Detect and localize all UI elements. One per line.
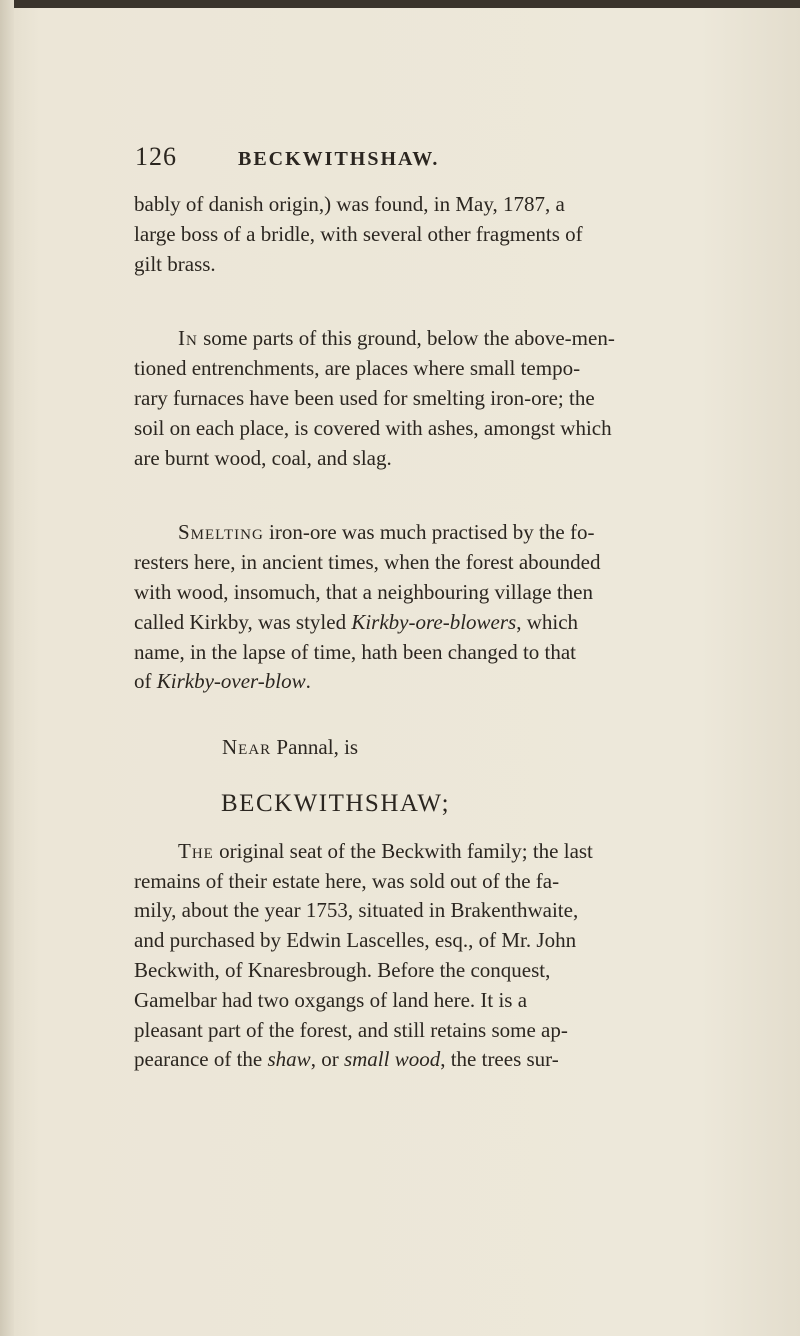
paragraph-1: bably of danish origin,) was found, in May, 1787, a large boss of a bridle, with several other fragments of gilt brass. (134, 192, 583, 276)
italic-term: small wood (343, 1047, 441, 1072)
section-heading: BECKWITHSHAW; (221, 789, 451, 817)
italic-term: shaw (267, 1047, 311, 1072)
italic-term: Kirkby-over-blow (156, 669, 306, 694)
paragraph-5: The original seat of the Beckwith family; the last remains of their estate here, was sold out of the fa- mily, about the year 1753, situated in Brakenthwaite, and purchased by Edwin Lascelles, esq., of Mr. John Beckwith, of Knaresbrough. Before the conquest, Gamelbar had two oxgangs of land here. It is a pleasant part of the forest, and still retains some ap- pearance of the shaw, or small wood, the trees sur- (134, 838, 593, 1072)
paragraph-2: In some parts of this ground, below the above-men- tioned entrenchments, are places where small tempo- rary furnaces have been used for smelting iron-ore; the soil on each place, is covered with ashes, amongst which are burnt wood, coal, and slag. (134, 326, 615, 470)
paragraph-lead: In (178, 326, 198, 351)
paragraph-lead: Near (222, 735, 272, 760)
body-text (134, 190, 714, 1075)
heading-spacer (134, 819, 714, 837)
running-title: BECKWITHSHAW. (238, 148, 440, 170)
page-gutter (0, 0, 14, 1336)
page-number: 126 (135, 142, 177, 171)
italic-term: Kirkby-ore-blowers (351, 609, 517, 634)
page-top-edge (0, 0, 800, 8)
paragraph-lead: Smelting (178, 520, 264, 545)
paragraph-lead: The (178, 838, 214, 863)
paragraph-4: Near Pannal, is (222, 735, 359, 760)
paragraph-3: Smelting iron-ore was much practised by the fo- resters here, in ancient times, when the forest abounded with wood, insomuch, that a neighbouring village then called Kirkby, was styled Kirkby-ore-blowers, which name, in the lapse of time, hath been changed to that of Kirkby-over-blow. (134, 520, 601, 694)
page-header (135, 142, 695, 182)
